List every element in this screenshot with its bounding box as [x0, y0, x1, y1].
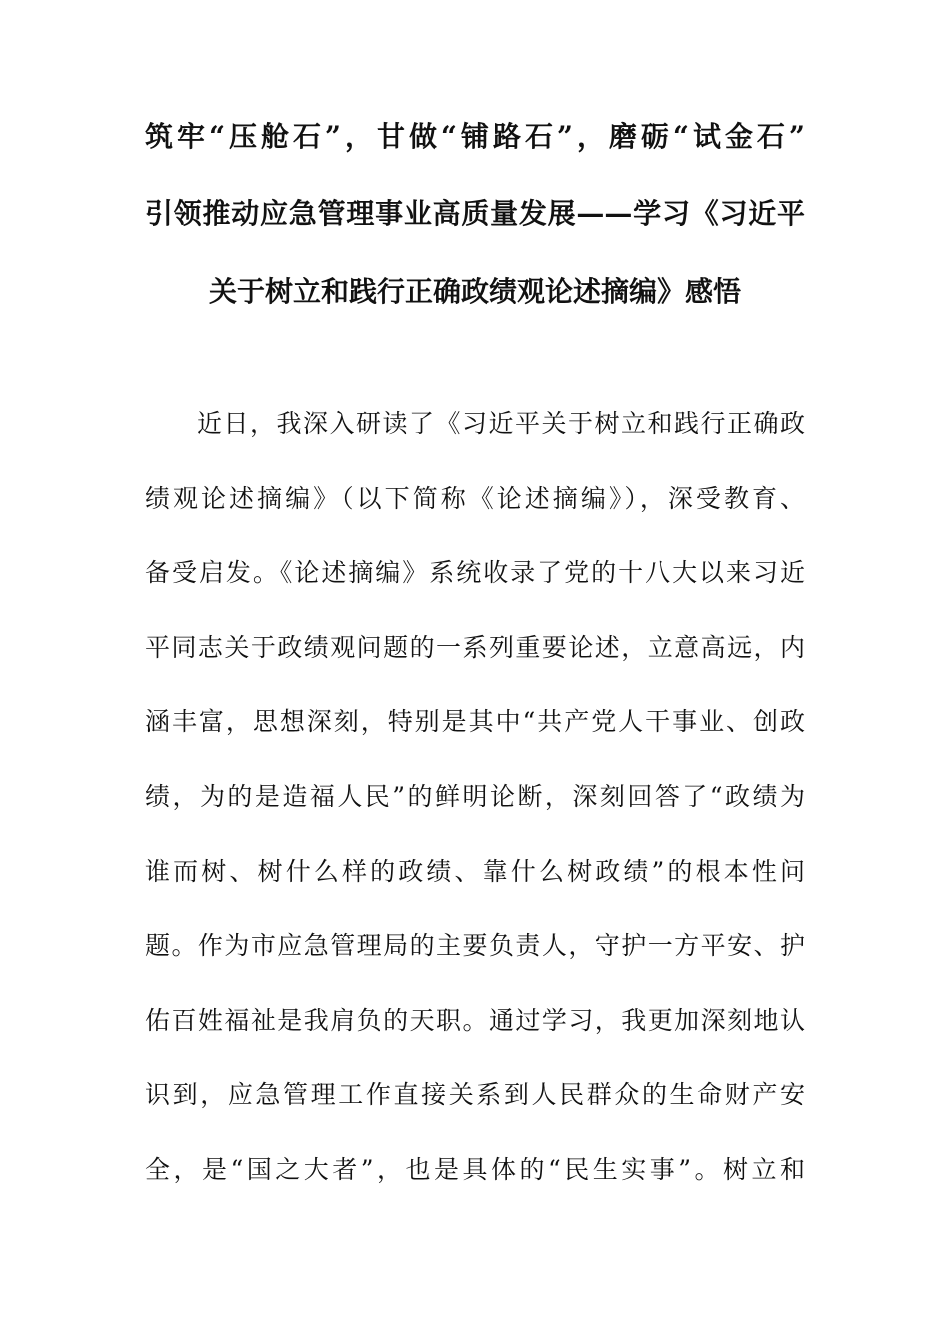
paragraph-line: 识到，应急管理工作直接关系到人民群众的生命财产安 — [145, 1080, 805, 1109]
paragraph-line: 绩，为的是造福人民”的鲜明论断，深刻回答了“政绩为 — [145, 782, 805, 811]
paragraph-line: 题。作为市应急管理局的主要负责人，守护一方平安、护 — [145, 931, 805, 960]
title-line: 引领推动应急管理事业高质量发展——学习《习近平 — [145, 197, 805, 230]
title-line: 关于树立和践行正确政绩观论述摘编》感悟 — [208, 275, 741, 308]
paragraph-line: 近日，我深入研读了《习近平关于树立和践行正确政 — [197, 409, 805, 438]
paragraph-line: 全，是“国之大者”，也是具体的“民生实事”。树立和 — [145, 1155, 805, 1184]
paragraph-line: 平同志关于政绩观问题的一系列重要论述，立意高远，内 — [145, 633, 805, 662]
paragraph-line: 涵丰富，思想深刻，特别是其中“共产党人干事业、创政 — [145, 707, 805, 736]
paragraph-line: 谁而树、树什么样的政绩、靠什么树政绩”的根本性问 — [145, 857, 805, 886]
paragraph-line: 备受启发。《论述摘编》系统收录了党的十八大以来习近 — [145, 558, 805, 587]
title-line: 筑牢“压舱石”，甘做“铺路石”，磨砺“试金石” — [145, 120, 805, 153]
paragraph-line: 佑百姓福祉是我肩负的天职。通过学习，我更加深刻地认 — [145, 1006, 805, 1035]
paragraph-line: 绩观论述摘编》（以下简称《论述摘编》），深受教育、 — [145, 484, 805, 513]
